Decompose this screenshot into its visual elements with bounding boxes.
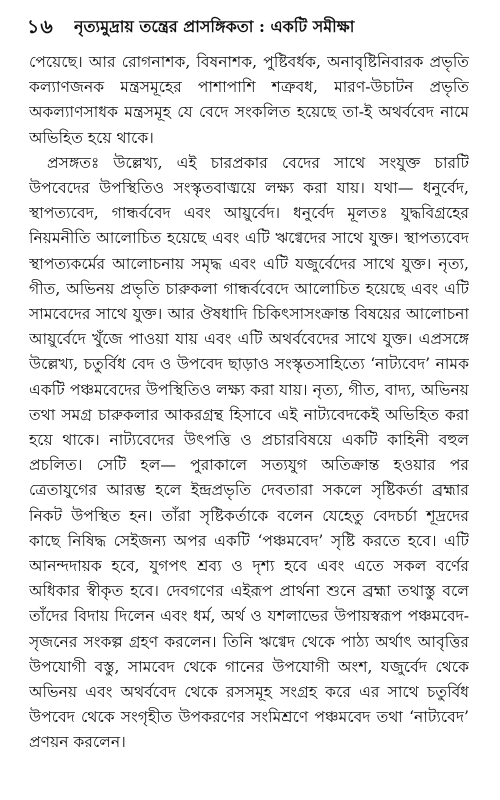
page-number: ১৬ bbox=[27, 16, 54, 38]
body-text bbox=[29, 50, 469, 790]
paragraph-upaveda: প্রসঙ্গতঃ উল্লেখ্য, এই চারপ্রকার বেদের সাথে সংযুক্ত চারটি উপবেদের উপস্থিতিও সংস্কৃতবাঙ্ময়ে লক্ষ্য করা যায়। যথা— ধনুর্বেদ, স্থাপত্যবেদ, গান্ধর্ববেদ এবং আয়ুর্বেদ। ধনুর্বেদ মূলতঃ যুদ্ধবিগ্রহের নিয়মনীতি আলোচিত হয়েছে এবং এটি ঋগ্বেদের সাথে যুক্ত। স্থাপত্যবেদ স্থাপত্যকর্মের আলোচনায় সমৃদ্ধ এবং এটি যজুর্বেদের সাথে যুক্ত। নৃত্য, গীত, অভিনয় প্রভৃতি চারুকলা গান্ধর্ববেদে আলোচিত হয়েছে এবং এটি সামবেদের সাথে যুক্ত। আর ঔষধাদি চিকিৎসাসংক্রান্ত বিষয়ের আলোচনা আয়ুর্বেদে খুঁজে পাওয়া যায় এবং এটি অথর্ববেদের সাথে যুক্ত। এপ্রসঙ্গে উল্লেখ্য, চতুর্বিধ বেদ ও উপবেদ ছাড়াও সংস্কৃতসাহিত্যে ‘নাট্যবেদ’ নামক একটি পঞ্চমবেদের উপস্থিতিও লক্ষ্য করা যায়। নৃত্য, গীত, বাদ্য, অভিনয় তথা সমগ্র চারুকলার আকরগ্রন্থ হিসাবে এই নাট্যবেদকেই অভিহিত করা হয়ে থাকে। নাট্যবেদের উৎপত্তি ও প্রচারবিষয়ে একটি কাহিনী বহুল প্রচলিত। সেটি হল— পুরাকালে সত্যযুগ অতিক্রান্ত হওয়ার পর ত্রেতাযুগের আরম্ভ হলে ইন্দ্রপ্রভৃতি দেবতারা সকলে সৃষ্টিকর্তা ব্রহ্মার নিকট উপস্থিত হন। তাঁরা সৃষ্টিকর্তাকে বলেন যেহেতু বেদচর্চা শূদ্রদের কাছে নিষিদ্ধ সেইজন্য অপর একটি ‘পঞ্চমবেদ’ সৃষ্টি করতে হবে। এটি আনন্দদায়ক হবে, যুগপৎ শ্রব্য ও দৃশ্য হবে এবং এতে সকল বর্ণের অধিকার স্বীকৃত হবে। দেবগণের এইরূপ প্রার্থনা শুনে ব্রহ্মা তথাস্তু বলে তাঁদের বিদায় দিলেন এবং ধর্ম, অর্থ ও যশলাভের উপায়স্বরূপ পঞ্চমবেদ-সৃজনের সংকল্প গ্রহণ করলেন। তিনি ঋগ্বেদ থেকে পাঠ্য অর্থাৎ আবৃত্তির উপযোগী বস্তু, সামবেদ থেকে গানের উপযোগী অংশ, যজুর্বেদ থেকে অভিনয় এবং অথর্ববেদ থেকে রসসমূহ সংগ্রহ করে এর সাথে চতুর্বিধ উপবেদ থেকে সংগৃহীত উপকরণের সংমিশ্রণে পঞ্চমবেদ তথা ‘নাট্যবেদ’ প্রণয়ন করলেন। bbox=[29, 153, 469, 752]
page-header bbox=[0, 0, 500, 46]
paragraph-continuation: পেয়েছে। আর রোগনাশক, বিষনাশক, পুষ্টিবর্ধক, অনাবৃষ্টিনিবারক প্রভৃতি কল্যাণজনক মন্ত্রসমূহের পাশাপাশি শত্রুবধ, মারণ-উচাটন প্রভৃতি অকল্যাণসাধক মন্ত্রসমূহ যে বেদে সংকলিত হয়েছে তা-ই অথর্ববেদ নামে অভিহিত হয়ে থাকে। bbox=[29, 53, 469, 147]
running-title: নৃত্যমুদ্রায় তন্ত্রের প্রাসঙ্গিকতা : একটি সমীক্ষা bbox=[74, 17, 355, 36]
